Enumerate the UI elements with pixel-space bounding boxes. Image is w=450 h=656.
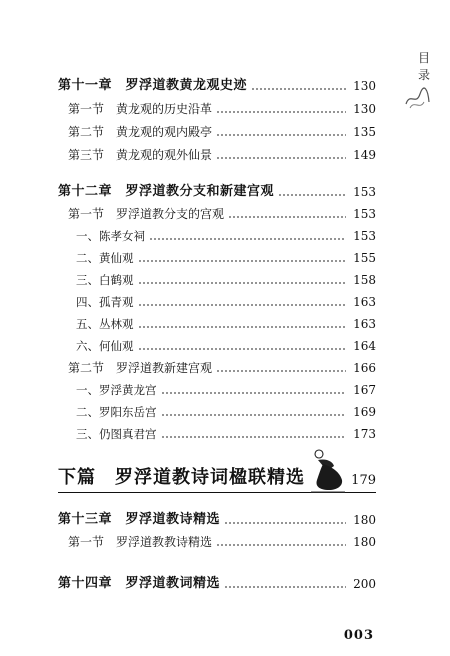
toc-entry-page: 167 xyxy=(353,383,376,397)
dot-leader xyxy=(224,522,346,524)
dot-leader xyxy=(224,586,346,588)
toc-entry-title: 一、罗浮黄龙宫 xyxy=(76,383,157,397)
toc-entry-title: 二、黄仙观 xyxy=(76,251,134,265)
part-title: 下篇 罗浮道教诗词楹联精选 xyxy=(58,467,305,488)
dot-leader xyxy=(251,88,346,90)
dot-leader xyxy=(138,260,347,262)
toc-entry-title: 一、陈孝女祠 xyxy=(76,229,145,243)
page-number: 003 xyxy=(343,628,374,643)
part-page: 179 xyxy=(351,473,376,488)
dot-leader xyxy=(278,194,346,196)
toc-entry-title: 第一节 黄龙观的历史沿革 xyxy=(68,102,213,116)
toc-entry-page: 200 xyxy=(353,577,376,591)
toc-entry-page: 180 xyxy=(353,535,376,549)
toc-entry-page: 169 xyxy=(353,405,376,419)
toc-entry-page: 155 xyxy=(353,251,376,265)
dot-leader xyxy=(216,134,346,136)
toc-entry-item[interactable] xyxy=(76,336,376,356)
toc-entry-chapter-11[interactable] xyxy=(58,76,376,96)
toc-entry-item[interactable] xyxy=(76,226,376,246)
toc-entry-title: 第十一章 罗浮道教黄龙观史迹 xyxy=(58,78,248,93)
dot-leader xyxy=(161,436,347,438)
toc-entry-title: 第二节 罗浮道教新建宫观 xyxy=(68,361,213,375)
toc-entry-chapter-14[interactable] xyxy=(58,574,376,594)
dot-leader xyxy=(228,216,346,218)
side-title-char: 目 xyxy=(417,51,430,65)
toc-side-title xyxy=(414,50,434,84)
toc-entry-page: 163 xyxy=(353,317,376,331)
toc-entry-title: 六、何仙观 xyxy=(76,339,134,353)
toc-entry-page: 166 xyxy=(353,361,376,375)
toc-entry-item[interactable] xyxy=(76,402,376,422)
toc-entry-page: 163 xyxy=(353,295,376,309)
toc-entry-page: 164 xyxy=(353,339,376,353)
toc-entry-page: 130 xyxy=(353,79,376,93)
dot-leader xyxy=(216,370,346,372)
brush-ornament-icon xyxy=(402,84,432,110)
toc-entry-section[interactable] xyxy=(68,358,376,378)
toc-entry-section[interactable] xyxy=(68,99,376,119)
toc-entry-page: 153 xyxy=(353,207,376,221)
toc-entry-page: 135 xyxy=(353,125,376,139)
toc-entry-page: 158 xyxy=(353,273,376,287)
toc-entry-title: 第二节 黄龙观的观内殿亭 xyxy=(68,125,213,139)
toc-entry-chapter-13[interactable] xyxy=(58,510,376,530)
toc-entry-page: 149 xyxy=(353,148,376,162)
dot-leader xyxy=(149,238,346,240)
toc-entry-title: 五、丛林观 xyxy=(76,317,134,331)
side-title-char: 录 xyxy=(417,68,430,82)
toc-entry-title: 第一节 罗浮道教教诗精选 xyxy=(68,535,213,549)
toc-entry-title: 四、孤青观 xyxy=(76,295,134,309)
toc-entry-title: 第十三章 罗浮道教诗精选 xyxy=(58,512,221,527)
dot-leader xyxy=(138,282,347,284)
toc-entry-title: 三、仍图真君宫 xyxy=(76,427,157,441)
toc-entry-title: 第十四章 罗浮道教词精选 xyxy=(58,576,221,591)
dot-leader xyxy=(138,348,347,350)
toc-entry-title: 三、白鹤观 xyxy=(76,273,134,287)
dot-leader xyxy=(161,392,347,394)
toc-entry-item[interactable] xyxy=(76,380,376,400)
toc-entry-item[interactable] xyxy=(76,424,376,444)
toc-part-heading[interactable] xyxy=(58,462,376,493)
toc-entry-title: 第一节 罗浮道教分支的宫观 xyxy=(68,207,225,221)
toc-entry-title: 第十二章 罗浮道教分支和新建宫观 xyxy=(58,184,275,199)
toc-entry-section[interactable] xyxy=(68,532,376,552)
toc-entry-page: 180 xyxy=(353,513,376,527)
dot-leader xyxy=(138,304,347,306)
dot-leader xyxy=(138,326,347,328)
dot-leader xyxy=(216,111,346,113)
toc-entry-page: 130 xyxy=(353,102,376,116)
toc-entry-page: 173 xyxy=(353,427,376,441)
toc-entry-item[interactable] xyxy=(76,270,376,290)
dot-leader xyxy=(161,414,347,416)
toc-entry-title: 第三节 黄龙观的观外仙景 xyxy=(68,148,213,162)
toc-entry-page: 153 xyxy=(353,229,376,243)
toc-entry-item[interactable] xyxy=(76,248,376,268)
toc-entry-section[interactable] xyxy=(68,145,376,165)
seated-immortal-figure-icon xyxy=(309,446,347,494)
toc-entry-title: 二、罗阳东岳宫 xyxy=(76,405,157,419)
toc-entry-section[interactable] xyxy=(68,204,376,224)
toc-entry-item[interactable] xyxy=(76,314,376,334)
dot-leader xyxy=(216,544,346,546)
dot-leader xyxy=(216,157,346,159)
toc-entry-chapter-12[interactable] xyxy=(58,182,376,202)
toc-entry-page: 153 xyxy=(353,185,376,199)
toc-entry-section[interactable] xyxy=(68,122,376,142)
toc-entry-item[interactable] xyxy=(76,292,376,312)
